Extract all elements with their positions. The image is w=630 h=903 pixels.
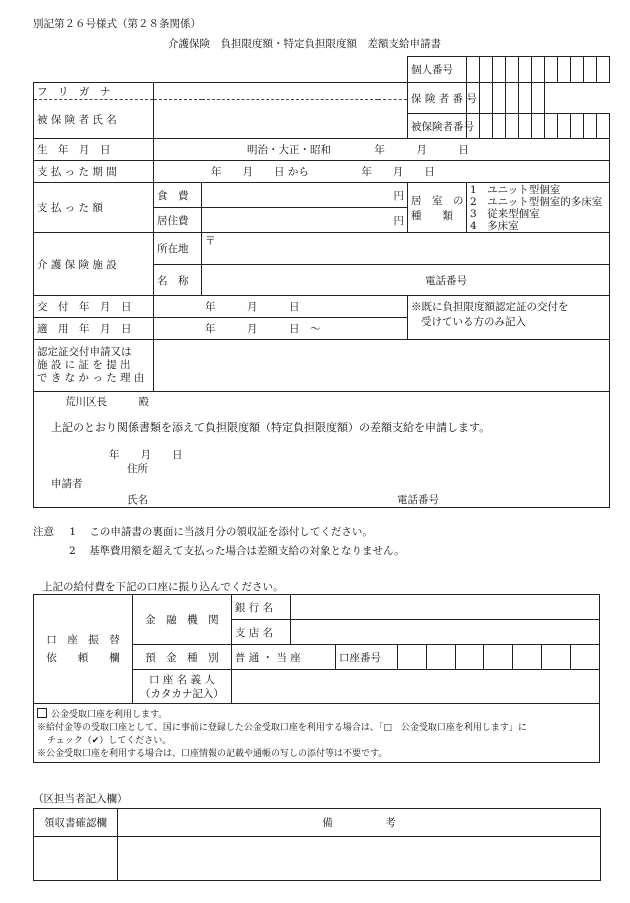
form-title: 介護保険 負担限度額・特定負担限度額 差額支給申請書 <box>168 38 441 50</box>
note-1-text: この申請書の裏面に当該月分の領収証を添付してください。 <box>89 526 373 538</box>
bank-transfer-table <box>33 594 600 763</box>
receipt-check-input[interactable] <box>34 837 118 881</box>
insured-number-cell[interactable] <box>597 114 610 139</box>
staff-table <box>33 808 601 881</box>
room-type-options[interactable] <box>467 183 610 233</box>
room-type-option[interactable]: 1 ユニット型個室 <box>470 183 561 196</box>
bank-name-input[interactable] <box>290 595 599 620</box>
addressee: 荒川区長 殿 <box>65 396 149 408</box>
personal-number-cell[interactable] <box>571 57 584 83</box>
issue-date-field[interactable] <box>154 296 408 318</box>
transfer-request-label <box>34 595 133 704</box>
account-number-cell[interactable] <box>426 645 455 670</box>
food-label: 食 費 <box>154 183 202 208</box>
yen-unit: 円 <box>393 214 404 227</box>
blank-cell <box>545 83 610 114</box>
applicant-label: 申請者 <box>51 478 83 490</box>
applicant-name-label: 氏名 <box>127 494 148 506</box>
remarks-label: 備 考 <box>118 809 601 837</box>
note-2-text: 基準費用額を超えて支払った場合は差額支給の対象となりません。 <box>89 545 405 557</box>
public-account-label: 公金受取口座を利用します。 <box>51 710 168 720</box>
personal-number-cell[interactable] <box>519 57 532 83</box>
insured-number-cell[interactable] <box>571 114 584 139</box>
insured-name-label: 被 保 険 者 氏 名 <box>34 100 154 139</box>
application-form-table <box>33 56 610 508</box>
personal-number-label: 個人番号 <box>408 57 467 83</box>
applicant-address-label: 住所 <box>127 463 148 475</box>
facility-name-input[interactable] <box>202 265 610 296</box>
insured-name-input[interactable] <box>154 100 408 139</box>
birth-date-field[interactable] <box>154 139 610 161</box>
public-account-note-1: ※給付金等の受取口座として、国に事前に登録した公金受取口座を利用する場合は、「□ 公金受取口座を利用します」に <box>37 723 527 733</box>
declaration-date[interactable]: 年 月 日 <box>109 449 183 461</box>
room-type-label-line2: 種 類 <box>411 209 453 222</box>
apply-date-value: 年 月 日 ～ <box>205 323 321 335</box>
insurer-number-cell[interactable] <box>480 83 493 114</box>
applicant-phone-label: 電話番号 <box>397 494 439 506</box>
receipt-check-label: 領収書確認欄 <box>34 809 118 837</box>
public-account-option[interactable] <box>37 708 596 722</box>
date-note-line1: ※既に負担限度額認定証の交付を <box>411 301 569 313</box>
account-holder-line2: （カタカナ記入） <box>139 687 224 700</box>
issue-date-value: 年 月 日 <box>205 301 300 313</box>
insurer-number-cell[interactable] <box>532 83 545 114</box>
birth-era: 明治・大正・昭和 <box>247 144 331 156</box>
branch-name-input[interactable] <box>290 620 599 645</box>
account-holder-input[interactable] <box>231 670 599 704</box>
account-number-cell[interactable] <box>455 645 484 670</box>
insured-number-label: 被保険者番号 <box>408 114 467 139</box>
issue-date-label: 交 付 年 月 日 <box>34 296 154 318</box>
yen-unit: 円 <box>393 189 404 202</box>
insured-number-cell[interactable] <box>506 114 519 139</box>
institution-label: 金 融 機 関 <box>132 595 231 645</box>
room-type-label <box>408 183 467 233</box>
insured-number-cell[interactable] <box>584 114 597 139</box>
personal-number-cell[interactable] <box>545 57 558 83</box>
public-account-note-3: ※公金受取口座を利用する場合は、口座情報の記載や通帳の写しの添付等は不要です。 <box>37 749 388 759</box>
room-type-label-line1: 居 室 の <box>411 194 464 207</box>
date-note <box>408 296 610 340</box>
insurer-number-label: 保 険 者 番 号 <box>408 83 467 114</box>
residence-label: 居住費 <box>154 208 202 233</box>
personal-number-cell[interactable] <box>584 57 597 83</box>
note-2 <box>69 543 405 558</box>
facility-address-label: 所在地 <box>154 233 202 265</box>
birth-ymd: 年 月 日 <box>374 144 469 156</box>
note-2-number: 2 <box>69 545 76 557</box>
checkbox-icon[interactable] <box>37 708 47 718</box>
note-1-number: 1 <box>69 526 77 538</box>
birth-date-label: 生 年 月 日 <box>34 139 154 161</box>
room-type-option[interactable]: 2 ユニット型個室的多床室 <box>470 195 603 208</box>
declaration-statement: 上記のとおり関係書類を添えて負担限度額（特定負担限度額）の差額支給を申請します。 <box>51 421 491 434</box>
reason-input[interactable] <box>154 340 610 392</box>
insured-number-cell[interactable] <box>558 114 571 139</box>
staff-section-label: （区担当者記入欄） <box>33 793 128 805</box>
insurer-number-cell[interactable] <box>506 83 519 114</box>
account-number-cell[interactable] <box>570 645 599 670</box>
declaration-block <box>34 392 610 508</box>
food-amount[interactable] <box>202 183 408 208</box>
insurer-number-cell[interactable] <box>493 83 506 114</box>
insured-number-cell[interactable] <box>532 114 545 139</box>
paid-amount-label: 支 払 っ た 額 <box>34 183 154 233</box>
paid-period-label: 支 払 っ た 期 間 <box>34 161 154 183</box>
account-number-cell[interactable] <box>542 645 571 670</box>
facility-phone-label: 電話番号 <box>425 274 467 287</box>
bank-name-label: 銀 行 名 <box>231 595 290 620</box>
insured-number-cell[interactable] <box>493 114 506 139</box>
account-holder-line1: 口 座 名 義 人 <box>148 673 215 686</box>
bank-intro: 上記の給付費を下記の口座に振り込んでください。 <box>42 581 284 593</box>
account-number-label: 口座番号 <box>335 645 397 670</box>
personal-number-cell[interactable] <box>480 57 493 83</box>
insured-number-cell[interactable] <box>545 114 558 139</box>
facility-label: 介 護 保 険 施 設 <box>34 233 154 296</box>
deposit-type-options[interactable]: 普 通 ・ 当 座 <box>231 645 335 670</box>
facility-name-label: 名 称 <box>154 265 202 296</box>
insurer-number-cell[interactable] <box>519 83 532 114</box>
personal-number-cell[interactable] <box>597 57 610 83</box>
room-type-option[interactable]: 3 従来型個室 <box>470 207 540 220</box>
deposit-type-label: 預 金 種 別 <box>132 645 231 670</box>
note-1 <box>33 524 373 539</box>
public-account-block <box>34 704 600 763</box>
personal-number-cell[interactable] <box>493 57 506 83</box>
transfer-request-line1: 口 座 振 替 <box>46 634 120 646</box>
postal-mark: 〒 <box>205 235 216 247</box>
residence-amount[interactable] <box>202 208 408 233</box>
apply-date-label: 適 用 年 月 日 <box>34 318 154 340</box>
date-note-line2: 受けている方のみ記入 <box>421 316 526 328</box>
transfer-request-line2: 依 頼 欄 <box>46 652 120 664</box>
reason-label-line3: で き な か っ た 理 由 <box>37 372 145 384</box>
notes-label: 注意 <box>33 526 54 538</box>
account-number-cell[interactable] <box>484 645 513 670</box>
room-type-option[interactable]: 4 多床室 <box>470 219 519 232</box>
personal-number-cell[interactable] <box>467 57 480 83</box>
personal-number-cell[interactable] <box>558 57 571 83</box>
branch-name-label: 支 店 名 <box>231 620 290 645</box>
reason-label <box>34 340 154 392</box>
personal-number-cell[interactable] <box>532 57 545 83</box>
insured-number-cell[interactable] <box>519 114 532 139</box>
paid-period-value: 年 月 日 から 年 月 日 <box>211 166 435 178</box>
reason-label-line2: 施 設 に 証 を 提 出 <box>37 359 131 371</box>
paid-period-field[interactable] <box>154 161 610 183</box>
account-number-cell[interactable] <box>397 645 426 670</box>
account-holder-label <box>132 670 231 704</box>
apply-date-field[interactable] <box>154 318 408 340</box>
account-number-cell[interactable] <box>513 645 542 670</box>
personal-number-cell[interactable] <box>506 57 519 83</box>
facility-address-input[interactable] <box>202 233 610 265</box>
reason-label-line1: 認定証交付申請又は <box>37 346 132 358</box>
furigana-label: フ リ ガ ナ <box>34 83 154 100</box>
public-account-note-2: チェック（✔）してください。 <box>47 736 172 746</box>
form-number: 別記第２６号様式（第２８条関係） <box>33 18 201 30</box>
furigana-input[interactable] <box>154 83 408 100</box>
remarks-input[interactable] <box>118 837 601 881</box>
insured-number-cell[interactable] <box>480 114 493 139</box>
